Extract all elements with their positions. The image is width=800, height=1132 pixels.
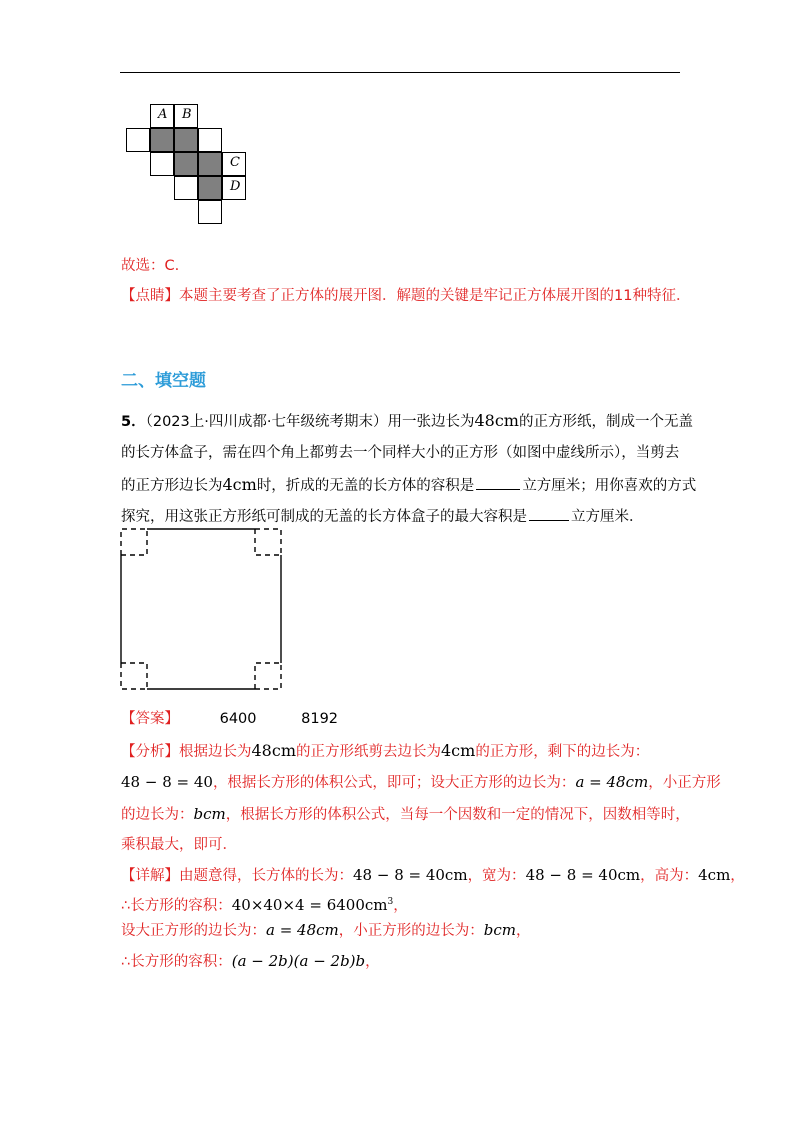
question-text: 的正方形边长为 — [121, 478, 223, 494]
answer-label: 【答案】 — [121, 711, 179, 727]
header-rule — [120, 72, 680, 73]
question-text: 探究，用这张正方形纸可制成的无盖的长方体盒子的最大容积是 — [121, 509, 527, 525]
net-cell — [198, 200, 222, 224]
question-line-2 — [121, 443, 679, 463]
analysis-text: 的边长为： — [121, 807, 194, 823]
analysis-line-2 — [121, 772, 721, 793]
question-text: 立方厘米． — [571, 509, 644, 525]
math-expression: 48 − 8 = 40cm — [525, 866, 641, 884]
detail-line-2 — [121, 892, 408, 916]
analysis-line-4 — [121, 835, 237, 855]
net-letter-b: B — [182, 107, 192, 122]
question-text: 立方厘米；用你喜欢的方式 — [522, 478, 697, 494]
analysis-label: 【分析】 — [121, 744, 179, 760]
net-cell — [198, 128, 222, 152]
question-line-1 — [121, 411, 693, 432]
comment-line — [121, 286, 690, 306]
math-superscript: 3 — [387, 897, 394, 907]
detail-label: 【详解】 — [121, 868, 179, 884]
net-cell-shaded — [198, 176, 222, 200]
choice-line — [121, 256, 179, 276]
detail-text: ， — [730, 868, 745, 884]
net-cell — [126, 128, 150, 152]
analysis-text: 的正方形纸剪去边长为 — [296, 744, 441, 760]
analysis-text: ，小正方形 — [648, 775, 721, 791]
question-number: 5． — [121, 414, 146, 430]
math-48cm: 48cm — [474, 411, 519, 430]
square-paper-figure — [118, 526, 284, 692]
math-expression: (a − 2b)(a − 2b)b — [231, 952, 366, 970]
detail-text: ， — [516, 923, 531, 939]
section-title: 二、填空题 — [121, 371, 206, 391]
detail-line-3 — [121, 920, 531, 941]
math-expression: a = 48cm — [266, 921, 339, 939]
choice-text: 故选：C. — [121, 258, 180, 274]
analysis-text: 的正方形，剩下的边长为： — [475, 744, 650, 760]
math-expression: bcm — [193, 805, 226, 823]
detail-text: ，高为： — [640, 868, 699, 884]
net-letter-a: A — [158, 107, 168, 122]
answer-line — [121, 709, 338, 729]
math-expression: bcm — [483, 921, 516, 939]
math-48cm: 48cm — [251, 741, 296, 760]
net-cell-shaded — [198, 152, 222, 176]
math-expression: 4cm — [698, 866, 731, 884]
math-expression: 48 − 8 = 40cm — [353, 866, 468, 884]
answer-value-2: 8192 — [301, 711, 339, 727]
net-cell — [150, 152, 174, 176]
net-letter-c: C — [230, 155, 240, 170]
detail-text: ∴长方形的容积： — [121, 954, 232, 970]
math-expression: 40×40×4 = 6400cm — [231, 895, 388, 914]
question-text: 的长方体盒子，需在四个角上都剪去一个同样大小的正方形（如图中虚线所示），当剪去 — [121, 445, 680, 461]
answer-value-1: 6400 — [219, 711, 257, 727]
detail-line-1 — [121, 865, 745, 886]
net-cell-shaded — [150, 128, 174, 152]
net-cell-shaded — [174, 128, 198, 152]
analysis-text: ，根据长方形的体积公式，即可；设大正方形的边长为： — [212, 775, 576, 791]
detail-text: ， — [393, 897, 408, 914]
detail-text: ， — [365, 954, 380, 970]
comment-label: 【点睛】 — [121, 288, 179, 304]
detail-line-4 — [121, 951, 380, 972]
math-4cm: 4cm — [441, 741, 476, 760]
detail-text: 由题意得，长方体的长为： — [179, 868, 353, 884]
detail-text: ∴长方形的容积： — [121, 897, 232, 914]
analysis-line-1 — [121, 741, 649, 762]
math-4cm: 4cm — [222, 475, 257, 494]
analysis-text: 根据边长为 — [179, 744, 252, 760]
math-expression: a = 48cm — [575, 773, 649, 791]
analysis-line-3 — [121, 804, 690, 825]
detail-text: 设大正方形的边长为： — [121, 923, 266, 939]
answer-blank-2 — [529, 520, 569, 521]
question-text: 时，折成的无盖的长方体的容积是 — [256, 478, 475, 494]
detail-text: ，小正方形的边长为： — [338, 923, 484, 939]
net-cell — [174, 176, 198, 200]
detail-text: ，宽为： — [467, 868, 526, 884]
answer-blank-1 — [476, 489, 520, 490]
question-text: 的正方形纸，制成一个无盖 — [518, 414, 693, 430]
question-line-3 — [121, 475, 696, 496]
net-cell-shaded — [174, 152, 198, 176]
net-letter-d: D — [230, 179, 241, 194]
comment-text: 本题主要考查了正方体的展开图．解题的关键是牢记正方体展开图的11种特征． — [179, 288, 691, 304]
analysis-text: 乘积最大，即可． — [121, 837, 237, 853]
question-line-4 — [121, 507, 644, 527]
analysis-text: ，根据长方形的体积公式，当每一个因数和一定的情况下，因数相等时， — [225, 807, 690, 823]
math-expression: 48 − 8 = 40 — [121, 773, 213, 791]
question-text: （2023上·四川成都·七年级统考期末）用一张边长为 — [145, 414, 475, 430]
